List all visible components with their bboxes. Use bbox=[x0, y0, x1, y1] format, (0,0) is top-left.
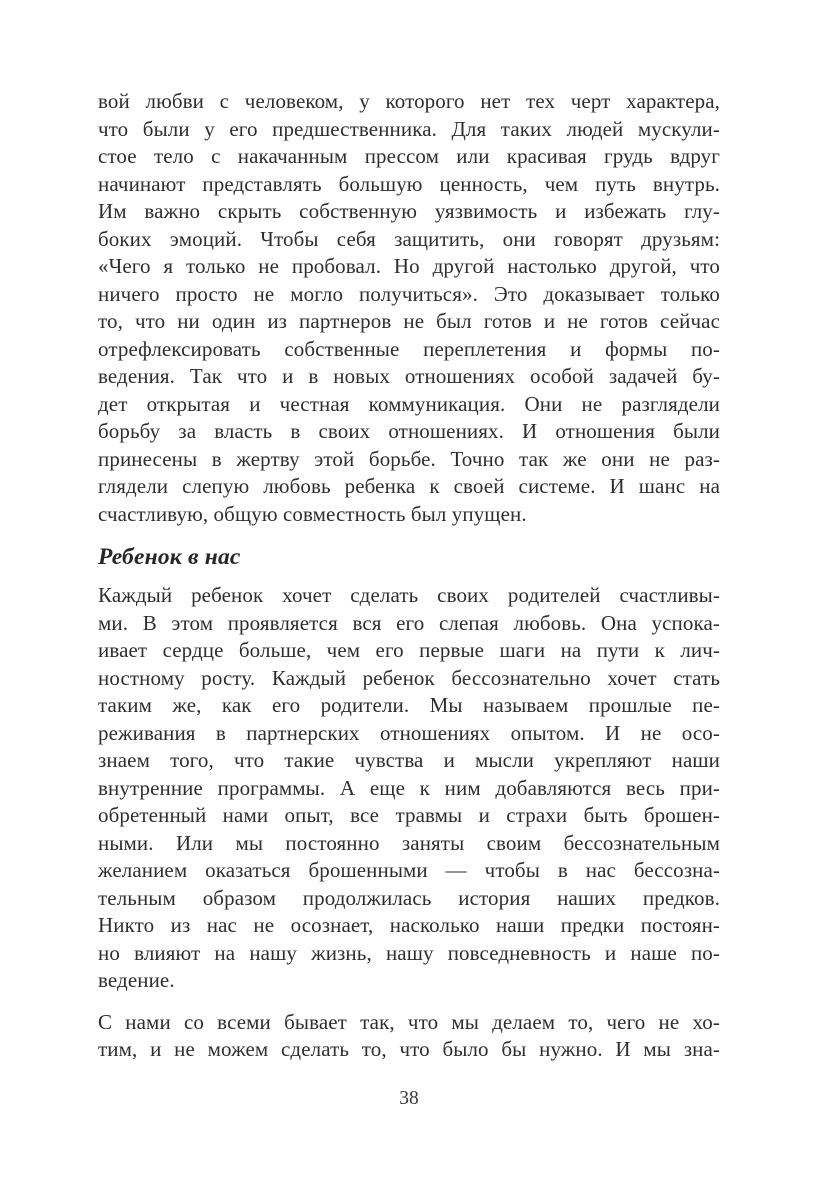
text-line: начинают представлять большую ценность, чем путь внутрь. bbox=[98, 171, 720, 196]
text-line: но влияют на нашу жизнь, нашу повседневность и наше по- bbox=[98, 940, 720, 965]
text-line: дет открытая и честная коммуникация. Они не разглядели bbox=[98, 391, 720, 416]
text-line: борьбу за власть в своих отношениях. И отношения были bbox=[98, 419, 720, 443]
text-line: «Чего я только не пробовал. Но другой настолько другой, что bbox=[98, 254, 720, 278]
text-line: реживания в партнерских отношениях опытом. И не осо- bbox=[98, 720, 720, 745]
text-line: ведения. Так что и в новых отношениях особой задачей бу- bbox=[98, 364, 720, 388]
text-line: знаем того, что такие чувства и мысли укрепляют наши bbox=[98, 748, 720, 772]
text-line: ничего просто не могло получиться». Это доказывает только bbox=[98, 281, 720, 306]
page-number: 38 bbox=[399, 1088, 419, 1109]
text-line: Каждый ребенок хочет сделать своих родителей счастливы- bbox=[98, 583, 720, 607]
text-line: что были у его предшественника. Для таких людей мускули- bbox=[98, 116, 720, 141]
text-line: таким же, как его родители. Мы называем прошлые пе- bbox=[98, 693, 720, 717]
text-line: стое тело с накачанным прессом или красивая грудь вдруг bbox=[98, 144, 720, 168]
text-line: Никто из нас не осознает, насколько наши предки постоян- bbox=[98, 913, 720, 937]
text-line: счастливую, общую совместность был упущен. bbox=[98, 501, 527, 526]
text-line: боких эмоций. Чтобы себя защитить, они говорят друзьям: bbox=[98, 226, 720, 251]
text-line: ивает сердце больше, чем его первые шаги на пути к лич- bbox=[98, 638, 720, 662]
text-line: тельным образом продолжилась история наших предков. bbox=[98, 885, 720, 910]
section-heading: Ребенок в нас bbox=[98, 544, 241, 570]
paragraph-continuation bbox=[98, 88, 720, 528]
text-line: ностному росту. Каждый ребенок бессознательно хочет стать bbox=[98, 665, 720, 690]
text-line: вой любви с человеком, у которого нет тех черт характера, bbox=[98, 89, 720, 113]
text-line: Им важно скрыть собственную уязвимость и избежать глу- bbox=[98, 199, 720, 223]
text-line: отрефлексировать собственные переплетения и формы по- bbox=[98, 336, 720, 361]
text-line: ми. В этом проявляется вся его слепая любовь. Она успока- bbox=[98, 610, 720, 635]
text-line: тим, и не можем сделать то, что было бы нужно. И мы зна- bbox=[98, 1037, 720, 1061]
text-line: желанием оказаться брошенными — чтобы в нас бессозна- bbox=[98, 858, 720, 882]
text-line: то, что ни один из партнеров не был готов и не готов сейчас bbox=[98, 309, 720, 333]
text-line: глядели слепую любовь ребенка к своей системе. И шанс на bbox=[98, 474, 720, 498]
paragraph-page-break bbox=[98, 1009, 720, 1064]
text-column bbox=[98, 88, 720, 1078]
text-line: ными. Или мы постоянно заняты своим бессознательным bbox=[98, 830, 720, 855]
text-line: внутренние программы. А еще к ним добавляются весь при- bbox=[98, 775, 720, 800]
text-line: С нами со всеми бывает так, что мы делаем то, чего не хо- bbox=[98, 1009, 720, 1034]
text-line: ведение. bbox=[98, 968, 175, 992]
text-line: принесены в жертву этой борьбе. Точно так же они не раз- bbox=[98, 446, 720, 471]
text-line: обретенный нами опыт, все травмы и страхи быть брошен- bbox=[98, 803, 720, 827]
paragraph-body bbox=[98, 582, 720, 995]
